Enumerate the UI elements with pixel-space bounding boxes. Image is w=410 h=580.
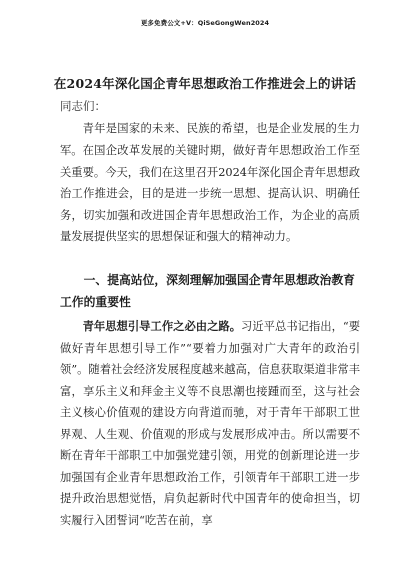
document-title: 在2024年深化国企青年思想政治工作推进会上的讲话 (53, 76, 357, 91)
paragraph-1: 青年是国家的未来、民族的希望，也是企业发展的生力军。 (60, 122, 360, 157)
section-heading-1: 一、提高站位，深刻理解加强国企青年思想政治教育工作的重要性 (60, 273, 355, 309)
salutation: 同志们： (60, 99, 106, 113)
paragraph-3 (60, 316, 360, 531)
paragraph-3-lead: 青年思想引导工作之必由之路。 (82, 319, 242, 333)
paragraph-3-body: 习近平总书记指出，“要做好青年思想引导工作”“要着力加强对广大青年的政治引领”。随着社会经济发展程度越来越高，信息获取渠道非常丰富，享乐主义和拜金主义等不良思潮也接踵而至，这与社会主义核心价值观的建设方向背道而驰，对于青年干部职工世界观、人生观、价值观的形成与发展形成冲击。所以需要不断在青年干部职工中加强党建引领，用党的创新理论进一步加强国有企业青年思想政治工作，引领青年干部职工进一步提升政治思想觉悟，肩负起新时代中国青年的使命担当，切实履行入团誓词“吃苦在前，享 (60, 320, 360, 527)
paragraph-2: 在国企改革发展的关键时期，做好青年思想政治工作至关重要。今天，我们在这里召开2024年深化国企青年思想政治工作推进会，目的是进一步统一思想、提高认识、明确任务，切实加强和改进国企青年思想政治工作，为企业的高质量发展提供坚实的思想保证和强大的精神动力。 (60, 144, 360, 243)
page-header: 更多免费公文+V：QiSeGongWen2024 (140, 19, 270, 27)
